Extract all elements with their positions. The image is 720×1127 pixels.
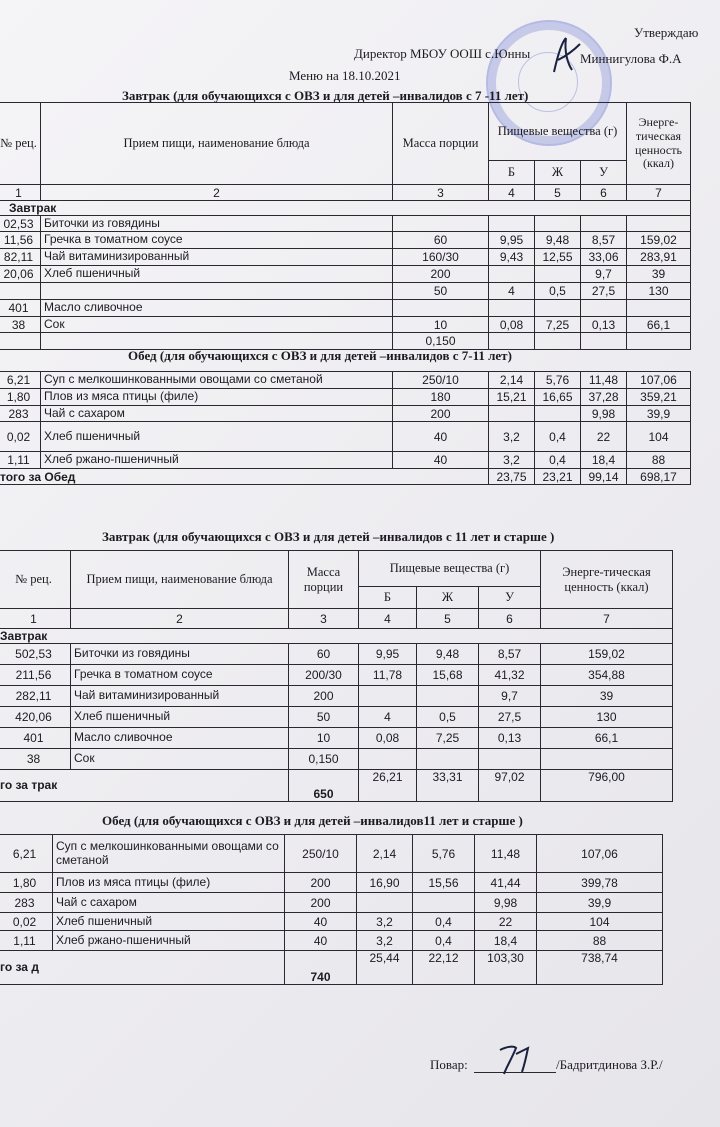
table-row (0, 406, 691, 422)
cell-rec: 82,11 (0, 249, 41, 266)
cook-label: Повар: (430, 1057, 468, 1072)
cell-b: 3,2 (357, 913, 413, 931)
lunch-11plus-table (0, 834, 663, 985)
cell-rec: 20,06 (0, 266, 41, 283)
cell-mass: 40 (393, 422, 489, 452)
cell-mass: 10 (393, 317, 489, 333)
cell-dish: Масло сливочное (41, 300, 393, 317)
col-mass: Масса порции (289, 551, 359, 609)
section-title-breakfast-11plus: Завтрак (для обучающихся с ОВЗ и для детей –инвалидов с 11 лет и старше ) (102, 529, 555, 544)
cell-rec: 6,21 (0, 372, 41, 389)
cell-b: 3,2 (489, 452, 535, 469)
cell-dish: Хлеб пшеничный (41, 266, 393, 283)
cell-rec: 1,80 (0, 389, 41, 406)
cell-dish: Чай витаминизированный (41, 249, 393, 266)
table-row (0, 686, 673, 707)
table-row (0, 452, 691, 469)
breakfast-7-11-rows (0, 216, 691, 350)
cell-mass: 60 (393, 232, 489, 249)
cell-mass (393, 300, 489, 317)
cell-b: 9,43 (489, 249, 535, 266)
cell-u: 37,28 (581, 389, 627, 406)
cell-zh (535, 406, 581, 422)
cell-e: 159,02 (541, 644, 673, 665)
col-zh: Ж (417, 587, 479, 609)
cell-mass: 160/30 (393, 249, 489, 266)
cell-u: 27,5 (479, 707, 541, 728)
cell-b: 2,14 (489, 372, 535, 389)
cell-e: 159,02 (627, 232, 691, 249)
cell-mass: 50 (393, 283, 489, 300)
cell-dish: Сок (71, 749, 289, 770)
table-row (0, 749, 673, 770)
cell-u (581, 333, 627, 350)
cell-u: 0,13 (581, 317, 627, 333)
cell-u: 9,7 (581, 266, 627, 283)
cell-u (581, 216, 627, 232)
cell-zh: 0,4 (413, 913, 475, 931)
total-row: го за трак 650 26,21 33,31 97,02 796,00 (0, 770, 673, 802)
director-title: Директор МБОУ ООШ с.Юнны (354, 46, 531, 61)
col-b: Б (359, 587, 417, 609)
cell-zh: 15,56 (413, 873, 475, 893)
cell-rec: 1,11 (0, 931, 53, 951)
cell-b (489, 216, 535, 232)
cell-u: 9,7 (479, 686, 541, 707)
cell-b (489, 406, 535, 422)
approval-label: Утверждаю (634, 25, 699, 40)
cell-b: 2,14 (357, 835, 413, 873)
cell-e (627, 300, 691, 317)
cell-e: 39 (541, 686, 673, 707)
section-title-lunch-7-11: Обед (для обучающихся с ОВЗ и для детей –инвалидов с 7-11 лет) (128, 348, 512, 363)
cell-dish: Суп с мелкошинкованными овощами со сметаной (53, 835, 285, 873)
cell-e: 39 (627, 266, 691, 283)
cell-b: 3,2 (489, 422, 535, 452)
table-row (0, 873, 663, 893)
cell-dish: Хлеб пшеничный (71, 707, 289, 728)
table-row (0, 913, 663, 931)
cell-dish: Чай с сахаром (53, 893, 285, 913)
cell-e (627, 333, 691, 350)
cell-mass: 0,150 (289, 749, 359, 770)
cell-dish: Хлеб пшеничный (41, 422, 393, 452)
cell-zh: 0,4 (413, 931, 475, 951)
table-row (0, 931, 663, 951)
cell-dish: Чай витаминизированный (71, 686, 289, 707)
cell-mass: 180 (393, 389, 489, 406)
table-row (0, 665, 673, 686)
cell-u (479, 749, 541, 770)
menu-title: Меню на 18.10.2021 (289, 68, 401, 83)
cell-u: 9,98 (581, 406, 627, 422)
cell-mass: 200 (393, 406, 489, 422)
cell-dish: Сок (41, 317, 393, 333)
cell-zh (535, 266, 581, 283)
cell-dish: Хлеб пшеничный (53, 913, 285, 931)
director-name: Миннигулова Ф.А (580, 51, 682, 66)
table-row (0, 216, 691, 232)
cell-mass: 50 (289, 707, 359, 728)
cell-u: 22 (475, 913, 537, 931)
cell-zh: 7,25 (417, 728, 479, 749)
cell-mass: 40 (285, 913, 357, 931)
table-row (0, 372, 691, 389)
table-row (0, 389, 691, 406)
col-dish: Прием пищи, наименование блюда (71, 551, 289, 609)
cell-mass: 60 (289, 644, 359, 665)
cell-b: 15,21 (489, 389, 535, 406)
cell-zh: 16,65 (535, 389, 581, 406)
section-title-lunch-11plus: Обед (для обучающихся с ОВЗ и для детей –инвалидов11 лет и старше ) (102, 813, 523, 828)
meal-label-row: Завтрак (0, 201, 691, 216)
table-header-row (0, 103, 691, 161)
cell-dish: Масло сливочное (71, 728, 289, 749)
cell-e: 104 (627, 422, 691, 452)
cell-rec: 420,06 (0, 707, 71, 728)
cell-zh (417, 686, 479, 707)
cook-signature-icon (494, 1040, 544, 1078)
cell-mass: 200/30 (289, 665, 359, 686)
cell-rec: 1,80 (0, 873, 53, 893)
cell-rec: 282,11 (0, 686, 71, 707)
cell-e: 88 (627, 452, 691, 469)
cell-e (541, 749, 673, 770)
cell-e (627, 216, 691, 232)
cell-b (357, 893, 413, 913)
cell-e: 283,91 (627, 249, 691, 266)
cell-mass: 200 (285, 873, 357, 893)
breakfast-11plus-rows (0, 644, 673, 770)
cell-zh: 5,76 (535, 372, 581, 389)
cell-b (359, 749, 417, 770)
table-row (0, 300, 691, 317)
cell-rec: 38 (0, 317, 41, 333)
cell-rec: 38 (0, 749, 71, 770)
cell-mass: 200 (393, 266, 489, 283)
cook-name: /Бадритдинова З.Р./ (556, 1057, 663, 1072)
table-row (0, 422, 691, 452)
cell-zh (535, 216, 581, 232)
cell-b (359, 686, 417, 707)
cell-b: 0,08 (359, 728, 417, 749)
cell-e: 39,9 (537, 893, 663, 913)
cell-u: 22 (581, 422, 627, 452)
cell-zh (417, 749, 479, 770)
cell-dish: Биточки из говядины (41, 216, 393, 232)
cell-dish (41, 333, 393, 350)
column-number-row: 1 2 3 4 5 6 7 (0, 609, 673, 629)
cell-zh (535, 300, 581, 317)
cell-e: 66,1 (541, 728, 673, 749)
cell-dish: Плов из мяса птицы (филе) (41, 389, 393, 406)
breakfast-7-11-table (0, 102, 691, 350)
cell-b: 0,08 (489, 317, 535, 333)
cell-e: 39,9 (627, 406, 691, 422)
cell-u: 18,4 (475, 931, 537, 951)
cell-mass: 200 (289, 686, 359, 707)
cell-rec: 283 (0, 893, 53, 913)
cell-dish: Гречка в томатном соусе (71, 665, 289, 686)
table-row (0, 835, 663, 873)
cell-rec: 1,11 (0, 452, 41, 469)
cell-mass: 250/10 (285, 835, 357, 873)
cell-b: 4 (489, 283, 535, 300)
cell-mass: 40 (393, 452, 489, 469)
cell-rec: 502,53 (0, 644, 71, 665)
col-mass: Масса порции (393, 103, 489, 185)
cell-rec: 0,02 (0, 913, 53, 931)
cell-u: 41,44 (475, 873, 537, 893)
cell-u: 11,48 (475, 835, 537, 873)
section-title-breakfast-7-11: Завтрак (для обучающихся с ОВЗ и для детей –инвалидов с 7 -11 лет) (122, 88, 529, 103)
cell-rec: 401 (0, 300, 41, 317)
col-dish: Прием пищи, наименование блюда (41, 103, 393, 185)
cell-mass (393, 216, 489, 232)
col-energy: Энерге-тическая ценность (ккал) (541, 551, 673, 609)
col-u: У (479, 587, 541, 609)
cell-b: 9,95 (489, 232, 535, 249)
cell-u: 9,98 (475, 893, 537, 913)
cell-rec: 02,53 (0, 216, 41, 232)
table-row (0, 707, 673, 728)
cell-b: 11,78 (359, 665, 417, 686)
table-row (0, 644, 673, 665)
cell-e: 354,88 (541, 665, 673, 686)
col-b: Б (489, 161, 535, 185)
cell-b: 9,95 (359, 644, 417, 665)
cell-dish: Хлеб ржано-пшеничный (53, 931, 285, 951)
cell-zh: 0,5 (535, 283, 581, 300)
table-row (0, 232, 691, 249)
cell-b: 16,90 (357, 873, 413, 893)
cell-u: 27,5 (581, 283, 627, 300)
table-row (0, 893, 663, 913)
cell-mass: 0,150 (393, 333, 489, 350)
table-row (0, 728, 673, 749)
col-nutrients: Пищевые вещества (г) (359, 551, 541, 587)
cell-rec: 401 (0, 728, 71, 749)
col-energy: Энерге-тическая ценность (ккал) (627, 103, 691, 185)
cell-mass: 250/10 (393, 372, 489, 389)
table-row (0, 283, 691, 300)
cell-u: 33,06 (581, 249, 627, 266)
cell-e: 107,06 (627, 372, 691, 389)
cell-zh: 0,4 (535, 452, 581, 469)
meal-label-row: Завтрак (0, 629, 673, 644)
cell-e: 66,1 (627, 317, 691, 333)
cell-b (489, 333, 535, 350)
cell-mass: 10 (289, 728, 359, 749)
table-row (0, 249, 691, 266)
director-signature-icon (548, 34, 584, 76)
table-row (0, 266, 691, 283)
cell-rec: 0,02 (0, 422, 41, 452)
cell-zh: 12,55 (535, 249, 581, 266)
cell-u: 18,4 (581, 452, 627, 469)
total-row: го за д 740 25,44 22,12 103,30 738,74 (0, 951, 663, 985)
cell-zh: 5,76 (413, 835, 475, 873)
cell-u: 41,32 (479, 665, 541, 686)
cell-zh: 7,25 (535, 317, 581, 333)
table-row (0, 317, 691, 333)
lunch-7-11-rows (0, 372, 691, 469)
cell-zh: 15,68 (417, 665, 479, 686)
cell-mass: 40 (285, 931, 357, 951)
cell-e: 130 (627, 283, 691, 300)
cell-zh: 9,48 (535, 232, 581, 249)
cell-b: 3,2 (357, 931, 413, 951)
cell-b (489, 300, 535, 317)
col-rec-no: № рец. (0, 551, 71, 609)
lunch-11plus-rows (0, 835, 663, 951)
cell-b (489, 266, 535, 283)
cell-e: 107,06 (537, 835, 663, 873)
col-u: У (581, 161, 627, 185)
cell-dish: Плов из мяса птицы (филе) (53, 873, 285, 893)
cell-rec: 6,21 (0, 835, 53, 873)
cell-e: 359,21 (627, 389, 691, 406)
cell-zh: 9,48 (417, 644, 479, 665)
cell-e: 88 (537, 931, 663, 951)
breakfast-11plus-table (0, 550, 673, 802)
column-number-row: 1 2 3 4 5 6 7 (0, 185, 691, 201)
cell-e: 399,78 (537, 873, 663, 893)
cell-dish: Гречка в томатном соусе (41, 232, 393, 249)
cell-u: 11,48 (581, 372, 627, 389)
cell-e: 104 (537, 913, 663, 931)
cell-zh: 0,4 (535, 422, 581, 452)
cell-dish (41, 283, 393, 300)
cell-e: 130 (541, 707, 673, 728)
cell-u: 0,13 (479, 728, 541, 749)
total-row: того за Обед 23,75 23,21 99,14 698,17 (0, 469, 691, 485)
col-rec-no: № рец. (0, 103, 41, 185)
cell-rec: 211,56 (0, 665, 71, 686)
col-zh: Ж (535, 161, 581, 185)
cell-u (581, 300, 627, 317)
cell-mass: 200 (285, 893, 357, 913)
cell-dish: Биточки из говядины (71, 644, 289, 665)
cell-zh (413, 893, 475, 913)
table-header-row (0, 551, 673, 587)
cell-rec (0, 283, 41, 300)
cell-dish: Хлеб ржано-пшеничный (41, 452, 393, 469)
cell-dish: Чай с сахаром (41, 406, 393, 422)
cell-zh (535, 333, 581, 350)
cell-zh: 0,5 (417, 707, 479, 728)
cell-rec (0, 333, 41, 350)
cell-rec: 283 (0, 406, 41, 422)
cell-u: 8,57 (581, 232, 627, 249)
table-row (0, 333, 691, 350)
cell-dish: Суп с мелкошинкованными овощами со сметаной (41, 372, 393, 389)
col-nutrients: Пищевые вещества (г) (489, 103, 627, 161)
cell-b: 4 (359, 707, 417, 728)
cell-rec: 11,56 (0, 232, 41, 249)
cell-u: 8,57 (479, 644, 541, 665)
lunch-7-11-table (0, 371, 691, 485)
